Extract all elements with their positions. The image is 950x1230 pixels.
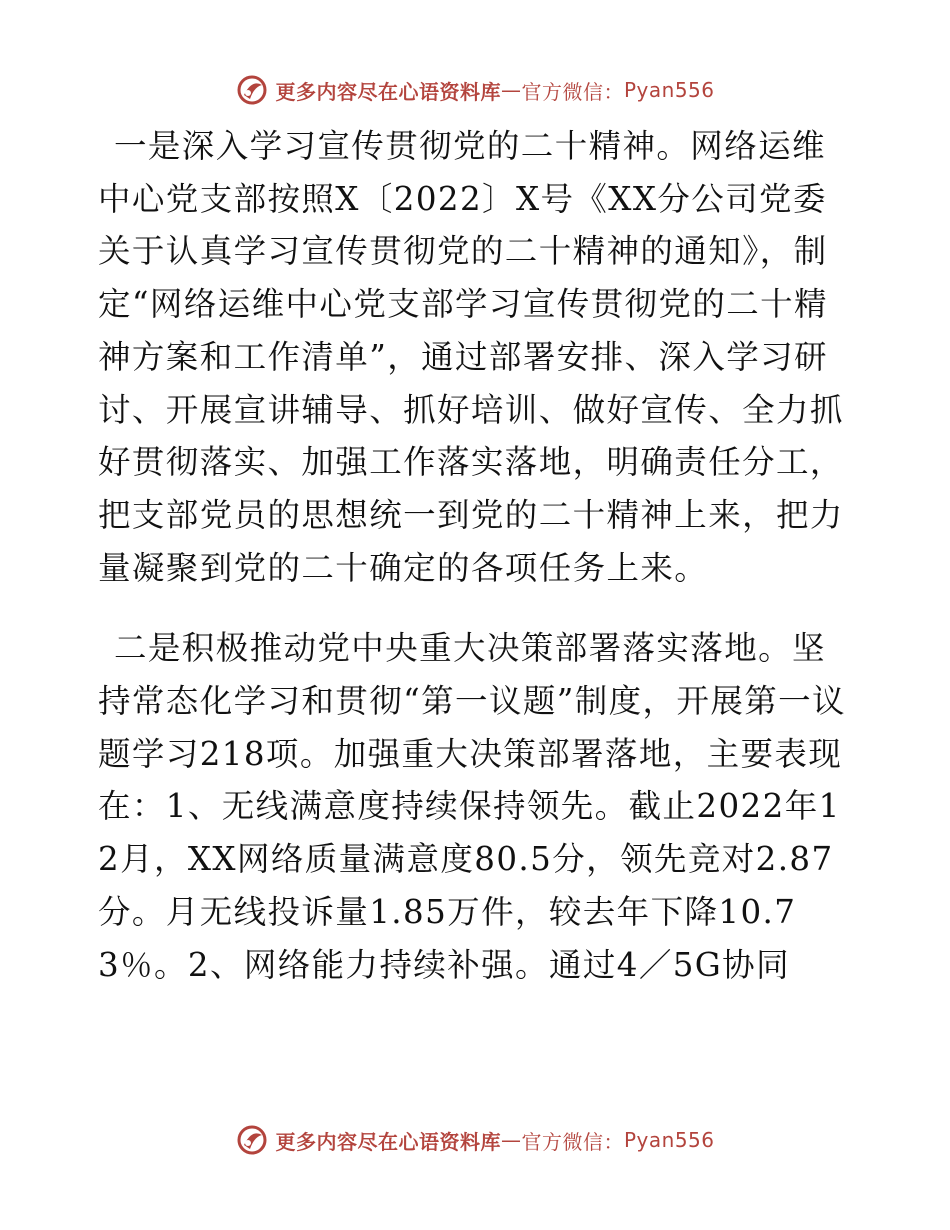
watermark-site-name: 更多内容尽在心语资料库 [275, 79, 501, 104]
paragraph-1-text: 一是深入学习宣传贯彻党的二十精神。网络运维中心党支部按照X〔2022〕X号《XX分公司党委关于认真学习宣传贯彻党的二十精神的通知》，制定“网络运维中心党支部学习宣传贯彻党的二十精神方案和工作清单”，通过部署安排、深入学习研讨、开展宣讲辅导、抓好培训、做好宣传、全力抓好贯彻落实、加强工作落实落地，明确责任分工，把支部党员的思想统一到党的二十精神上来，把力量凝聚到党的二十确定的各项任务上来。 [98, 127, 844, 587]
watermark-separator: — [500, 1128, 522, 1152]
swirl-logo-icon [235, 1123, 269, 1157]
paragraph-1 [98, 120, 850, 594]
watermark-separator: — [500, 78, 522, 102]
watermark-site-name: 更多内容尽在心语资料库 [275, 1129, 501, 1154]
header-watermark [0, 70, 950, 110]
paragraph-2-text: 二是积极推动党中央重大决策部署落实落地。坚持常态化学习和贯彻“第一议题”制度，开展第一议题学习218项。加强重大决策部署落地，主要表现在：1、无线满意度持续保持领先。截止2022年12月，XX网络质量满意度80.5分，领先竞对2.87分。月无线投诉量1.85万件，较去年下降10.73％。2、网络能力持续补强。通过4／5G协同 [98, 629, 846, 984]
watermark-label: 官方微信： [521, 1129, 624, 1154]
document-body [98, 120, 850, 991]
paragraph-2 [98, 622, 850, 991]
watermark-label: 官方微信： [521, 79, 624, 104]
footer-watermark [0, 1120, 950, 1160]
watermark-account: Pyan556 [623, 1128, 715, 1152]
watermark-account: Pyan556 [623, 78, 715, 102]
swirl-logo-icon [235, 73, 269, 107]
